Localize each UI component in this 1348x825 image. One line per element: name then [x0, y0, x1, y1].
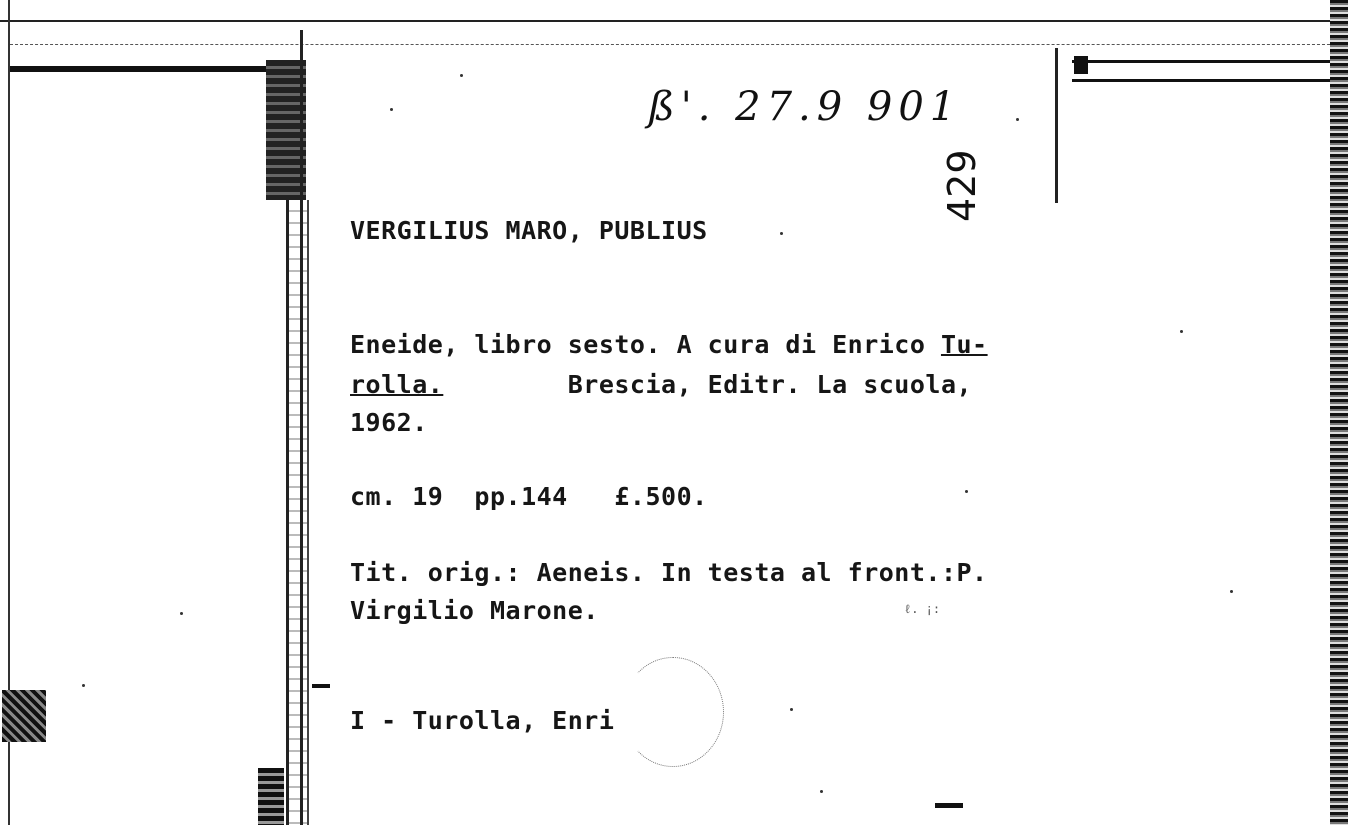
left-shelf-rule	[10, 66, 300, 72]
speck	[1230, 590, 1233, 593]
card-right-edge	[1055, 48, 1058, 203]
added-entry: I - Turolla, Enri	[350, 706, 615, 735]
note-line-2: Virgilio Marone.	[350, 596, 599, 625]
right-tab-marker	[1074, 56, 1088, 74]
speck	[820, 790, 823, 793]
speck	[1180, 330, 1183, 333]
title-text-underlined: rolla.	[350, 370, 444, 399]
left-stamp-mark	[2, 690, 46, 742]
side-number: 429	[940, 149, 984, 222]
speck	[1016, 118, 1019, 121]
speck	[790, 708, 793, 711]
speck	[460, 74, 463, 77]
author-heading: VERGILIUS MARO, PUBLIUS	[350, 216, 708, 245]
note-line-1: Tit. orig.: Aeneis. In testa al front.:P.	[350, 558, 988, 587]
title-text: Eneide, libro sesto. A cura di Enrico	[350, 330, 941, 359]
stray-marks: ℓ. ¡:	[904, 602, 941, 616]
top-border	[0, 0, 1348, 22]
left-dash	[312, 684, 330, 688]
shelfmark: ß'. 27.9 901	[648, 84, 962, 130]
title-line-2	[350, 370, 972, 399]
speck	[180, 612, 183, 615]
speck	[82, 684, 85, 687]
speck	[965, 490, 968, 493]
right-tab-rule	[1072, 60, 1338, 82]
top-divider	[10, 44, 1340, 45]
bottom-dash	[935, 803, 963, 808]
binding-edge	[286, 200, 309, 825]
card-left-edge	[300, 30, 303, 825]
physical-description: cm. 19 pp.144 £.500.	[350, 482, 708, 511]
title-line-3: 1962.	[350, 408, 428, 437]
speck	[390, 108, 393, 111]
title-text-underlined: Tu-	[940, 330, 988, 359]
imprint-text: Brescia, Editr. La scuola,	[443, 370, 973, 399]
bottom-binding-mark	[258, 768, 284, 825]
title-line-1	[350, 330, 988, 359]
punch-hole-circle	[622, 657, 724, 767]
speck	[780, 232, 783, 235]
right-border	[1330, 0, 1348, 825]
